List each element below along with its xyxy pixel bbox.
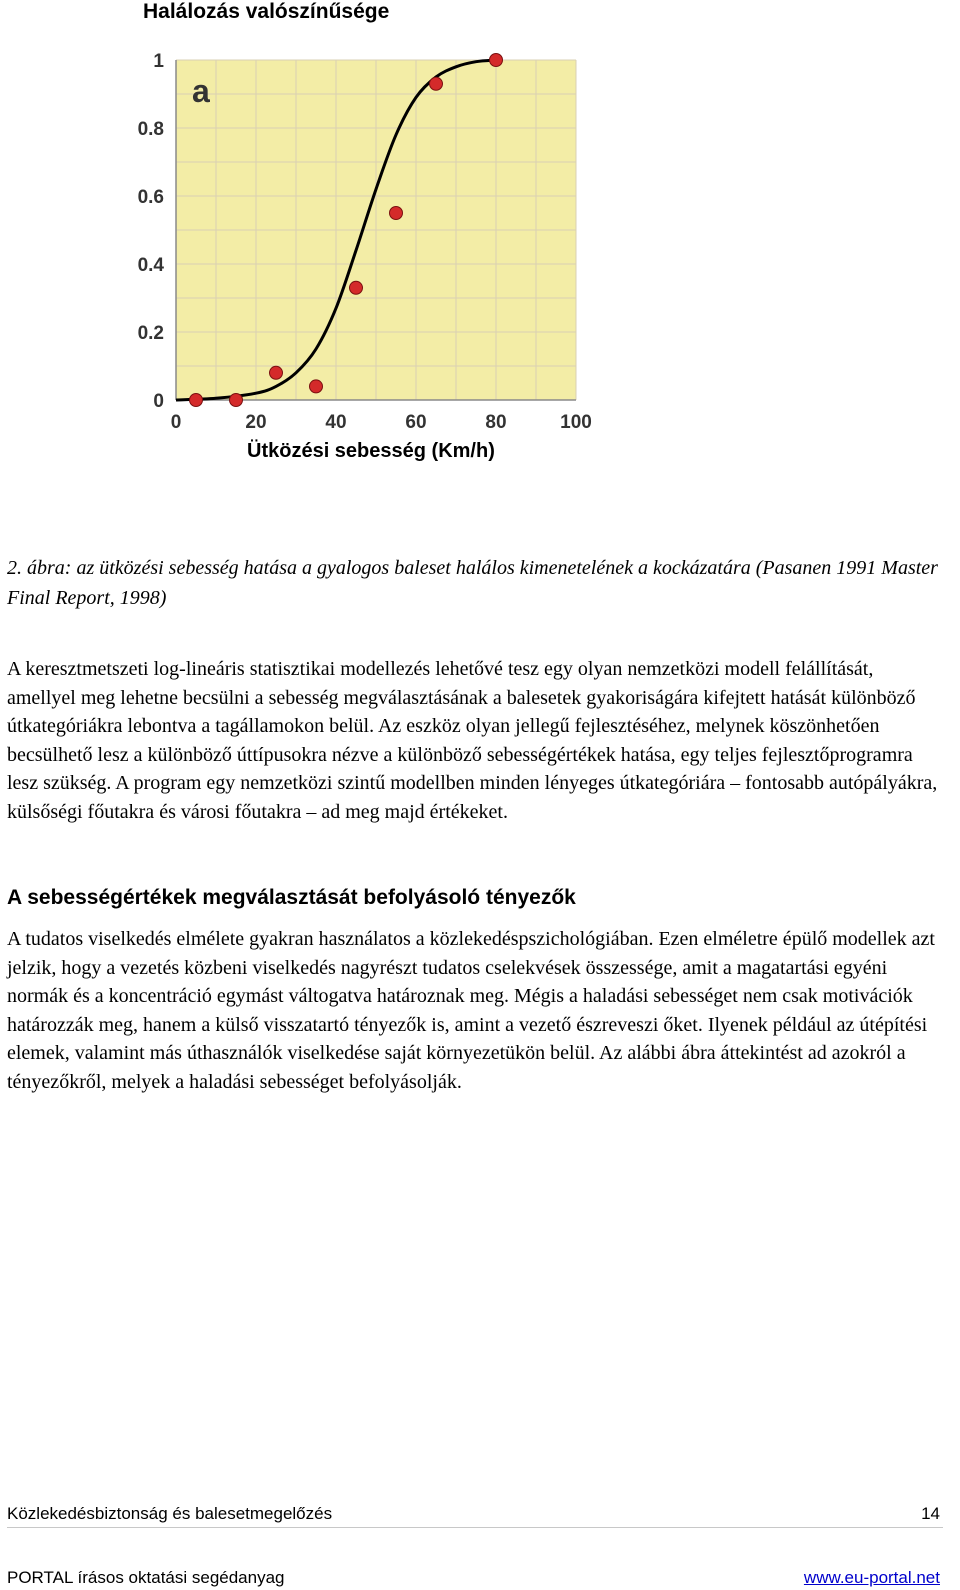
paragraph-2: A tudatos viselkedés elmélete gyakran használatos a közlekedéspszichológiában. Ezen elméletre épülő modellek azt jelzik, hogy a vezetés közbeni viselkedés nagyrészt tudatos cselekvések összessége, amit a magatartási egyéni normák és a koncentráció egymást váltogatva határoznak meg. Mégis a haladási sebességet nem csak motivációk határozzák meg, hanem a külső visszatartó tényezők is, amint a vezető észreveszi őket. Ilyenek például az útépítési elemek, valamint más úthasználók viselkedése saját környezetükön belül. Az alábbi ábra áttekintést ad azokról a tényezőkről, melyek a haladási sebességet befolyásolják. [7,928,935,1093]
figure-caption: 2. ábra: az ütközési sebesség hatása a gyalogos baleset halálos kimenetelének a kockázatára (Pasanen 1991 Master Final Report, 1998) [7,557,938,609]
section-heading: A sebességértékek megválasztását befolyásoló tényezők [7,886,576,909]
x-tick-labels [171,412,592,433]
footer-course-title: Közlekedésbiztonság és balesetmegelőzés [7,1504,333,1523]
x-tick-label: 80 [485,412,507,433]
panel-label: a [192,73,210,109]
y-tick-label: 0.4 [137,255,164,276]
fatality-probability-chart [120,40,610,440]
paragraph-1: A keresztmetszeti log-lineáris statisztikai modellezés lehetővé tesz egy olyan nemzetközi modell felállítását, amellyel meg lehetne becsülni a sebesség megválasztásának a balesetek gyakoriságára kifejtett hatását különböző útkategóriákra lebontva a tagállamokon belül. Az eszköz olyan jellegű fejlesztéséhez, melynek köszönhetően becsülhető lesz a különböző úttípusokra nézve a különböző sebességértékek hatása, egy teljes fejlesztőprogramra lesz szükség. A program egy nemzetközi szintű modellben minden lényeges útkategóriára – fontosabb autópályákra, külsőségi főutakra és városi főutakra – ad meg majd értékeket. [7,658,938,823]
data-point [390,207,403,220]
y-tick-label: 0 [153,391,164,412]
y-tick-labels [138,51,165,412]
chart-x-axis-label: Ütközési sebesség (Km/h) [247,440,495,462]
data-point [310,380,323,393]
x-tick-label: 60 [405,412,427,433]
x-tick-label: 40 [325,412,347,433]
y-tick-label: 1 [153,51,164,72]
data-point [350,281,363,294]
chart-title: Halálozás valószínűsége [143,0,390,23]
x-tick-label: 20 [245,412,267,433]
y-tick-label: 0.6 [137,187,164,208]
y-tick-label: 0.2 [137,323,164,344]
x-tick-label: 0 [170,412,182,433]
data-point [230,394,243,407]
data-point [190,394,203,407]
footer-page-number: 14 [921,1504,940,1523]
data-point [270,366,283,379]
footer-portal: PORTAL írásos oktatási segédanyag [7,1568,285,1587]
footer-divider [7,1527,943,1528]
x-tick-label: 100 [560,412,592,433]
y-tick-label: 0.8 [137,119,164,140]
data-point [430,77,443,90]
data-point [490,54,503,67]
footer-site-link[interactable]: www.eu-portal.net [803,1568,940,1587]
